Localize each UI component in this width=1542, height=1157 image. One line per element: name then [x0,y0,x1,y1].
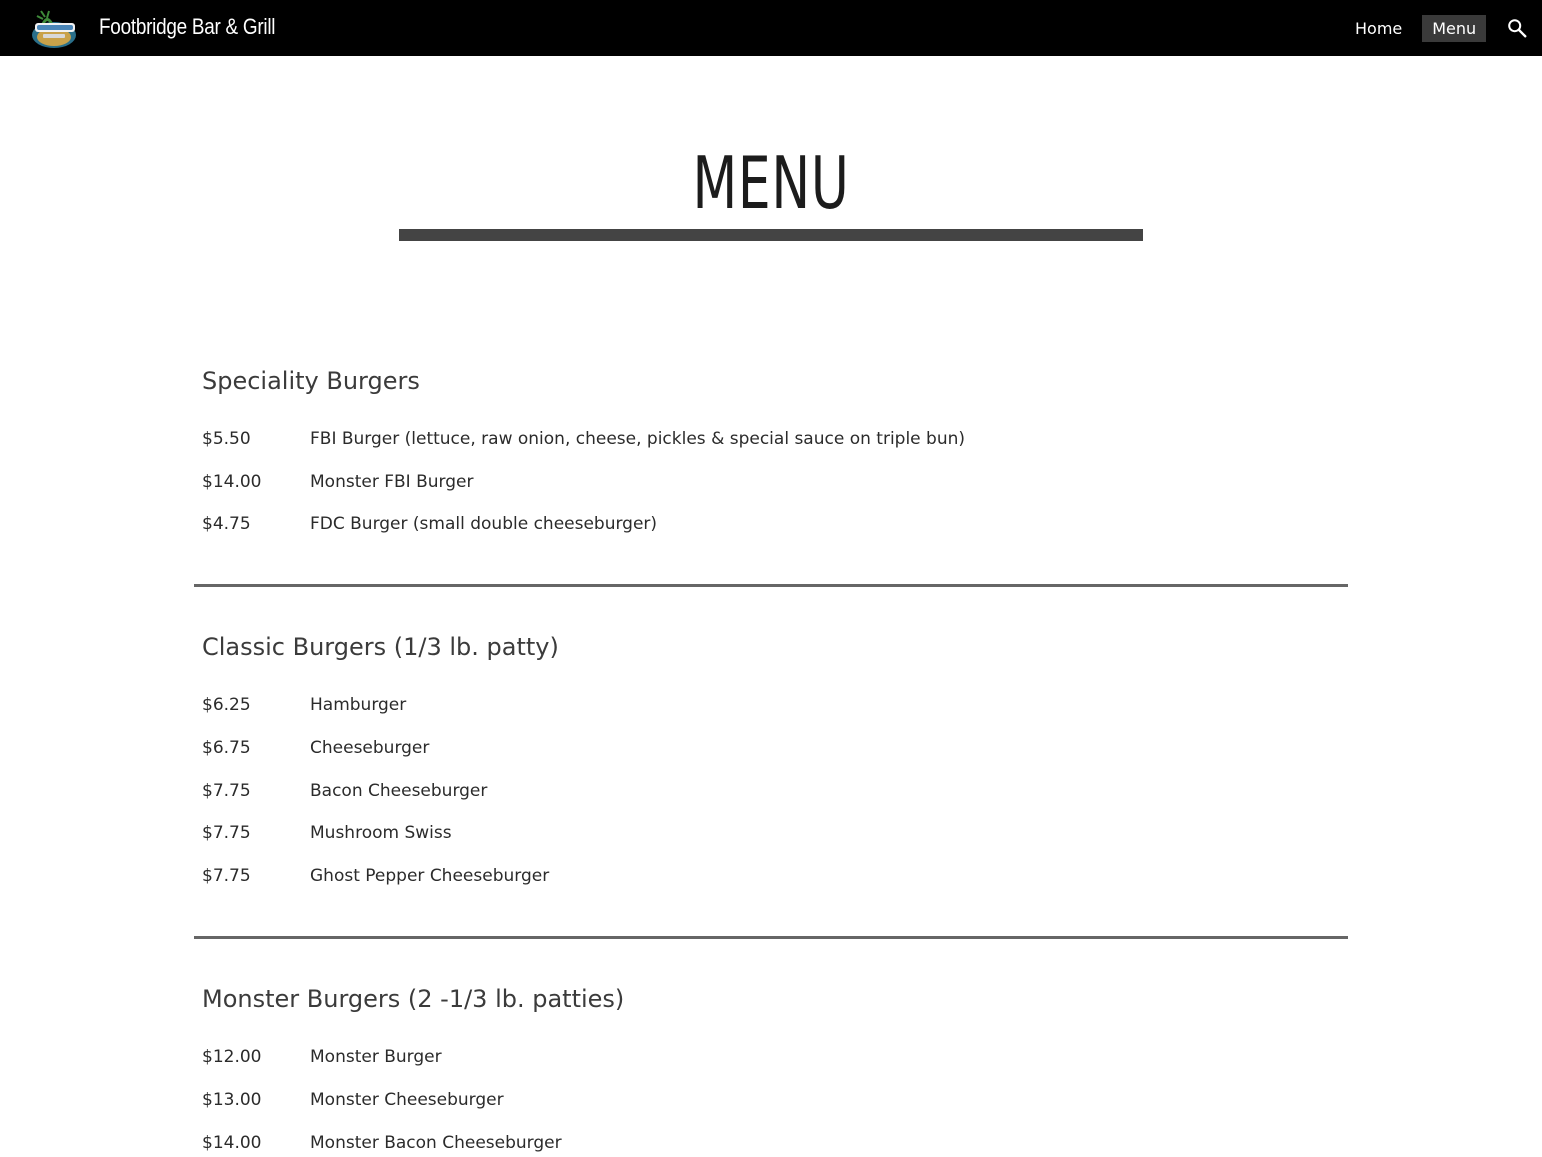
section-divider [194,584,1348,587]
menu-item-name: FDC Burger (small double cheeseburger) [310,514,658,534]
nav-item-home[interactable]: Home [1355,19,1403,38]
section-heading-monster-burgers: Monster Burgers (2 -1/3 lb. patties) [202,985,625,1013]
menu-item-price: $5.50 [202,429,251,449]
menu-item-price: $14.00 [202,472,262,492]
menu-item-price: $12.00 [202,1047,262,1067]
menu-item-price: $7.75 [202,866,251,886]
top-bar [0,0,1542,56]
menu-item-price: $14.00 [202,1133,262,1153]
menu-item-price: $6.25 [202,695,251,715]
menu-item-name: Mushroom Swiss [310,823,452,843]
menu-item-name: Ghost Pepper Cheeseburger [310,866,550,886]
menu-item-price: $4.75 [202,514,251,534]
search-icon[interactable] [1506,17,1528,39]
main-nav [1345,14,1490,43]
menu-item-name: Bacon Cheeseburger [310,781,488,801]
section-divider [194,936,1348,939]
menu-item-name: Hamburger [310,695,407,715]
menu-item-name: Monster FBI Burger [310,472,474,492]
menu-item-price: $6.75 [202,738,251,758]
menu-item-price: $7.75 [202,781,251,801]
site-title[interactable]: Footbridge Bar & Grill [99,14,276,39]
nav-item-menu[interactable]: Menu [1422,15,1486,42]
menu-item-name: Cheeseburger [310,738,430,758]
section-heading-classic-burgers: Classic Burgers (1/3 lb. patty) [202,633,559,661]
menu-item-price: $7.75 [202,823,251,843]
page-title: MENU [692,141,850,225]
menu-item-name: Monster Bacon Cheeseburger [310,1133,562,1153]
section-heading-speciality-burgers: Speciality Burgers [202,367,420,395]
menu-item-price: $13.00 [202,1090,262,1110]
menu-item-name: Monster Burger [310,1047,442,1067]
title-underline [399,229,1143,241]
menu-item-name: Monster Cheeseburger [310,1090,504,1110]
footbridge-logo[interactable] [27,7,81,49]
menu-item-name: FBI Burger (lettuce, raw onion, cheese, pickles & special sauce on triple bun) [310,429,966,449]
